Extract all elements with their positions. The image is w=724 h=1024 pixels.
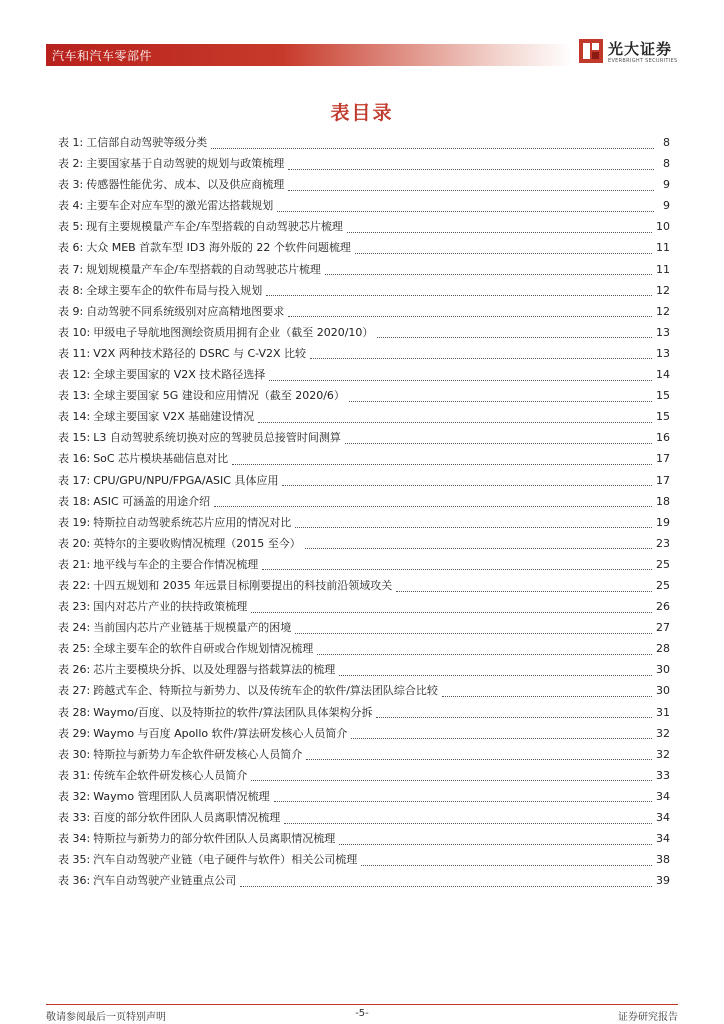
toc-entry-title: 规划规模量产车企/车型搭载的自动驾驶芯片梳理 [86,262,321,276]
toc-entry[interactable] [58,406,670,427]
toc-entry-leader [295,620,652,634]
toc-entry[interactable] [58,680,670,701]
toc-entry[interactable] [58,427,670,448]
toc-entry-leader [232,451,652,465]
toc-entry-leader [251,599,652,613]
toc-entry[interactable] [58,870,670,891]
toc-entry-page: 9 [663,199,670,213]
toc-entry-page: 26 [656,600,670,614]
toc-entry-title: 十四五规划和 2035 年远景目标刚要提出的科技前沿领域攻关 [93,578,393,592]
toc-entry-leader [288,177,654,191]
footer-report-type: 证券研究报告 [618,1012,678,1023]
toc-entry-leader [262,556,652,570]
toc-entry[interactable] [58,849,670,870]
toc-entry-leader [288,156,654,170]
toc-entry-title: ASIC 可涵盖的用途介绍 [93,494,211,508]
toc-entry-title: 跨越式车企、特斯拉与新势力、以及传统车企的软件/算法团队综合比较 [93,684,438,698]
toc-entry-leader [284,810,652,824]
toc-entry-leader [251,767,652,781]
toc-entry-label: 表 34: [58,832,91,846]
toc-entry[interactable] [58,195,670,216]
toc-entry-title: 全球主要车企的软件布局与投入规划 [86,283,263,297]
toc-entry[interactable] [58,259,670,280]
toc-entry-leader [377,324,652,338]
toc-entry-title: 当前国内芯片产业链基于规模量产的困境 [93,621,292,635]
toc-entry-page: 13 [656,346,670,360]
toc-entry-leader [211,135,654,149]
toc-entry-title: Waymo 管理团队人员离职情况梳理 [93,789,270,803]
page-title: 表目录 [330,102,394,124]
toc-entry-leader [295,514,652,528]
toc-entry-label: 表 16: [58,452,91,466]
header-section-band [46,44,572,66]
toc-entry[interactable] [58,132,670,153]
toc-entry-page: 23 [656,536,670,550]
toc-entry-title: 芯片主要模块分拆、以及处理器与搭载算法的梳理 [93,663,336,677]
toc-entry-title: 全球主要车企的软件自研或合作规划情况梳理 [93,642,314,656]
toc-entry-leader [396,578,652,592]
brand-name-en: EVERBRIGHT SECURITIES [608,58,678,64]
toc-entry-title: 甲级电子导航地图测绘资质用拥有企业（截至 2020/10） [93,325,374,339]
toc-entry-title: 英特尔的主要收购情况梳理（2015 至今） [93,536,301,550]
toc-entry-label: 表 7: [58,262,84,276]
toc-entry[interactable] [58,617,670,638]
toc-entry-label: 表 36: [58,874,91,888]
toc-entry-leader [240,873,652,887]
toc-entry-label: 表 31: [58,768,91,782]
toc-entry[interactable] [58,723,670,744]
toc-entry[interactable] [58,343,670,364]
toc-entry[interactable] [58,575,670,596]
toc-entry-leader [282,472,652,486]
toc-entry-label: 表 6: [58,241,84,255]
toc-entry-page: 11 [656,241,670,255]
toc-entry-leader [325,261,652,275]
toc-entry-page: 34 [656,832,670,846]
toc-entry-leader [349,388,652,402]
toc-entry-title: 大众 MEB 首款车型 ID3 海外版的 22 个软件问题梳理 [86,241,351,255]
toc-entry[interactable] [58,828,670,849]
toc-entry[interactable] [58,301,670,322]
toc-entry-leader [274,788,652,802]
toc-entry-page: 32 [656,726,670,740]
toc-entry-label: 表 19: [58,515,91,529]
toc-entry-title: Waymo/百度、以及特斯拉的软件/算法团队具体架构分拆 [93,705,373,719]
toc-entry[interactable] [58,237,670,258]
toc-entry[interactable] [58,807,670,828]
toc-entry-page: 31 [656,705,670,719]
toc-entry-leader [266,282,652,296]
toc-entry[interactable] [58,596,670,617]
toc-entry-page: 30 [656,663,670,677]
toc-entry-page: 15 [656,389,670,403]
toc-entry-page: 13 [656,325,670,339]
toc-entry[interactable] [58,554,670,575]
toc-entry-leader [339,831,652,845]
toc-entry-page: 39 [656,874,670,888]
toc-entry-page: 18 [656,494,670,508]
toc-entry-page: 19 [656,515,670,529]
toc-entry-page: 30 [656,684,670,698]
toc-entry-label: 表 18: [58,494,91,508]
toc-entry-label: 表 28: [58,705,91,719]
toc-entry-title: L3 自动驾驶系统切换对应的驾驶员总接管时间测算 [93,431,341,445]
toc-entry-title: 特斯拉自动驾驶系统芯片应用的情况对比 [93,515,292,529]
toc-entry-page: 28 [656,642,670,656]
toc-entry-leader [442,683,652,697]
toc-entry-leader [306,746,652,760]
toc-entry[interactable] [58,533,670,554]
toc-entry-label: 表 1: [58,136,84,149]
toc-entry-label: 表 25: [58,642,91,656]
toc-entry-title: 现有主要规模量产车企/车型搭载的自动驾驶芯片梳理 [86,220,343,234]
toc-entry-leader [288,303,652,317]
toc-entry[interactable] [58,448,670,469]
toc-entry-page: 9 [663,178,670,192]
toc-entry-label: 表 8: [58,283,84,297]
toc-entry-page: 12 [656,283,670,297]
toc-entry-label: 表 30: [58,747,91,761]
toc-entry-title: 全球主要国家 5G 建设和应用情况（截至 2020/6） [93,389,345,403]
toc-entry-page: 27 [656,621,670,635]
toc-entry-page: 16 [656,431,670,445]
toc-entry[interactable] [58,765,670,786]
toc-entry-title: 传统车企软件研发核心人员简介 [93,768,248,782]
toc-entry-title: 百度的部分软件团队人员离职情况梳理 [93,811,281,824]
toc-entry-title: 自动驾驶不同系统级别对应高精地图要求 [86,304,285,318]
toc-entry-title: Waymo 与百度 Apollo 软件/算法研发核心人员简介 [93,726,348,740]
toc-entry-label: 表 20: [58,536,91,550]
toc-entry[interactable] [58,491,670,512]
toc-entry-title: 特斯拉与新势力车企软件研发核心人员简介 [93,747,303,761]
toc-entry-page: 25 [656,578,670,592]
everbright-logo-icon [578,38,604,64]
toc-entry[interactable] [58,322,670,343]
toc-entry-label: 表 23: [58,600,91,614]
toc-entry-title: 工信部自动驾驶等级分类 [86,136,208,149]
toc-entry-title: 传感器性能优劣、成本、以及供应商梳理 [86,178,285,192]
toc-entry[interactable] [58,385,670,406]
toc-entry-label: 表 29: [58,726,91,740]
toc-entry[interactable] [58,280,670,301]
toc-entry-title: 全球主要国家的 V2X 技术路径选择 [93,368,266,382]
toc-entry-page: 11 [656,262,670,276]
toc-entry-label: 表 2: [58,157,84,171]
toc-entry-leader [258,409,652,423]
toc-entry-title: 全球主要国家 V2X 基础建设情况 [93,410,255,424]
toc-entry-title: 特斯拉与新势力的部分软件团队人员离职情况梳理 [93,832,336,846]
toc-entry-leader [339,662,652,676]
toc-entry[interactable] [58,174,670,195]
toc-entry-label: 表 33: [58,811,91,824]
toc-entry-page: 15 [656,410,670,424]
toc-entry-page: 33 [656,768,670,782]
brand-name-cn: 光大证券 [608,40,673,58]
toc-entry-page: 17 [656,452,670,466]
toc-entry-label: 表 12: [58,368,91,382]
toc-entry-leader [214,493,652,507]
toc-entry-page: 25 [656,557,670,571]
toc-entry-label: 表 27: [58,684,91,698]
toc-entry-leader [305,535,652,549]
toc-entry-label: 表 22: [58,578,91,592]
toc-entry-title: CPU/GPU/NPU/FPGA/ASIC 具体应用 [93,473,279,487]
table-of-figures-list [58,132,670,891]
toc-entry-title: 主要车企对应车型的激光雷达搭载规划 [86,199,274,213]
toc-entry-label: 表 24: [58,621,91,635]
toc-entry-label: 表 14: [58,410,91,424]
toc-entry-page: 32 [656,747,670,761]
toc-entry[interactable] [58,786,670,807]
toc-entry-page: 34 [656,789,670,803]
toc-entry-leader [277,198,654,212]
toc-entry-label: 表 15: [58,431,91,445]
toc-entry-title: 汽车自动驾驶产业链重点公司 [93,874,237,888]
toc-entry-label: 表 5: [58,220,84,234]
toc-entry-leader [355,240,652,254]
toc-entry[interactable] [58,153,670,174]
toc-entry-page: 10 [656,220,670,234]
toc-entry-label: 表 11: [58,346,91,360]
toc-entry-title: 主要国家基于自动驾驶的规划与政策梳理 [86,157,285,171]
toc-entry-title: 地平线与车企的主要合作情况梳理 [93,557,259,571]
toc-entry-label: 表 26: [58,663,91,677]
toc-entry-page: 8 [663,136,670,149]
footer-page-number: -5- [355,1008,369,1019]
toc-entry-title: 汽车自动驾驶产业链（电子硬件与软件）相关公司梳理 [93,853,358,867]
toc-entry-page: 14 [656,368,670,382]
toc-entry-page: 34 [656,811,670,824]
toc-entry-leader [310,345,652,359]
toc-entry-label: 表 21: [58,557,91,571]
toc-entry-leader [347,219,652,233]
footer-disclaimer: 敬请参阅最后一页特别声明 [46,1012,166,1023]
toc-entry-page: 12 [656,304,670,318]
toc-entry[interactable] [58,659,670,680]
toc-entry-leader [376,704,652,718]
toc-entry-label: 表 32: [58,789,91,803]
toc-entry-label: 表 9: [58,304,84,318]
toc-entry-label: 表 35: [58,853,91,867]
toc-entry[interactable] [58,702,670,723]
toc-entry-page: 17 [656,473,670,487]
toc-entry[interactable] [58,470,670,491]
toc-entry-label: 表 17: [58,473,91,487]
toc-entry-title: SoC 芯片模块基础信息对比 [93,452,229,466]
toc-entry-leader [345,430,652,444]
toc-entry[interactable] [58,638,670,659]
toc-entry-label: 表 4: [58,199,84,213]
toc-entry-title: V2X 两种技术路径的 DSRC 与 C-V2X 比较 [93,346,307,360]
toc-entry-title: 国内对芯片产业的扶持政策梳理 [93,600,248,614]
brand-logo [578,38,690,68]
toc-entry-page: 8 [663,157,670,171]
toc-entry[interactable] [58,364,670,385]
footer-divider [46,1004,678,1005]
toc-entry-leader [317,641,652,655]
toc-entry-label: 表 13: [58,389,91,403]
toc-entry[interactable] [58,744,670,765]
toc-entry-label: 表 10: [58,325,91,339]
header-section-label: 汽车和汽车零部件 [52,49,153,63]
toc-entry-leader [351,725,652,739]
toc-entry[interactable] [58,216,670,237]
toc-entry-leader [361,852,652,866]
toc-entry[interactable] [58,512,670,533]
toc-entry-leader [269,367,652,381]
toc-entry-page: 38 [656,853,670,867]
toc-entry-label: 表 3: [58,178,84,192]
